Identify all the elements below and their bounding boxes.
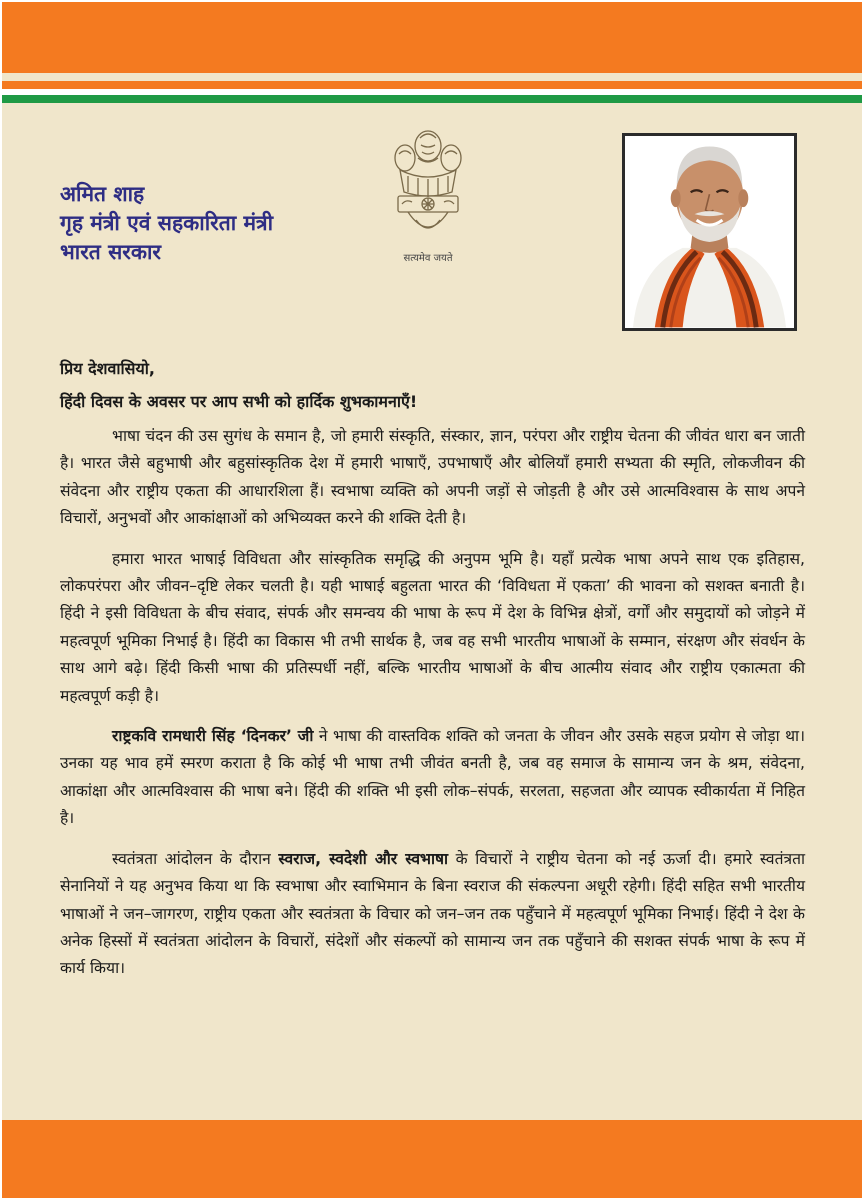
paragraph-3-bold: राष्ट्रकवि रामधारी सिंह ‘दिनकर’ जी [112,727,314,746]
letter-body [60,357,805,996]
paragraph-4-bold: स्वराज, स्वदेशी और स्वभाषा [278,849,449,868]
letter-salutation: प्रिय देशवासियो, [60,359,155,378]
paragraph-1: भाषा चंदन की उस सुगंध के समान है, जो हमारी संस्कृति, संस्कार, ज्ञान, परंपरा और राष्ट्रीय चेतना की जीवंत धारा बन जाती है। भारत जैसे बहुभाषी और बहुसांस्कृतिक देश में हमारी भाषाएँ, उपभाषाएँ और बोलियाँ हमारी सभ्यता की स्मृति, लोकजीवन की संवेदना और राष्ट्रीय एकता की आधारशिला हैं। स्वभाषा व्यक्ति को अपनी जड़ों से जोड़ती है और उसे आत्मविश्वास के साथ अपने विचारों, अनुभवों और आकांक्षाओं को अभिव्यक्त करने की शक्ति देती है। [60,427,805,528]
paragraph-2: हमारा भारत भाषाई विविधता और सांस्कृतिक समृद्धि की अनुपम भूमि है। यहाँ प्रत्येक भाषा अपने साथ एक इतिहास, लोकपरंपरा और जीवन–दृष्टि लेकर चलती है। यही भाषाई बहुलता भारत की ‘विविधता में एकता’ की भावना को सशक्त बनाती है। हिंदी ने इसी विविधता के बीच संवाद, संपर्क और समन्वय की भाषा के रूप में देश के विभिन्न क्षेत्रों, वर्गों और समुदायों को जोड़ने में महत्वपूर्ण भूमिका निभाई है। हिंदी का विकास भी तभी सार्थक है, जब वह सभी भारतीय भाषाओं के सम्मान, संरक्षण और संवर्धन के साथ आगे बढ़े। हिंदी किसी भाषा की प्रतिस्पर्धी नहीं, बल्कि भारतीय भाषाओं के बीच आत्मीय संवाद और राष्ट्रीय एकात्मता की महत्वपूर्ण कड़ी है। [60,549,805,705]
emblem-motto: सत्यमेव जयते [403,253,453,264]
sender-block [60,180,273,267]
portrait-photo [622,133,797,331]
paragraph-4-text: के विचारों ने राष्ट्रीय चेतना को नई ऊर्जा दी। हमारे स्वतंत्रता सेनानियों ने यह अनुभव किया था कि स्वभाषा और स्वाभिमान के बिना स्वराज की संकल्पना अधूरी रहेगी। हिंदी सहित सभी भारतीय भाषाओं ने जन–जागरण, राष्ट्रीय एकता और स्वतंत्रता के विचार को जन–जन तक पहुँचाने में महत्वपूर्ण भूमिका निभाई। हिंदी ने देश के अनेक हिस्सों में स्वतंत्रता आंदोलन के विचारों, संदेशों और संकल्पों को सामान्य जन तक पहुँचाने की सशक्त संपर्क भाषा के रूप में कार्य किया। [60,849,805,978]
paragraph-3 [60,723,805,833]
sender-organisation: भारत सरकार [60,240,162,264]
letter-greeting: हिंदी दिवस के अवसर पर आप सभी को हार्दिक शुभकामनाएँ! [60,392,418,411]
top-saffron-band [2,2,862,73]
paragraph-4-start: स्वतंत्रता आंदोलन के दौरान [112,849,279,868]
portrait-illustration [625,136,794,328]
paragraph-3-text: ने भाषा की वास्तविक शक्ति को जनता के जीवन और उसके सहज प्रयोग से जोड़ा था। उनका यह भाव हमें स्मरण कराता है कि कोई भी भाषा तभी जीवंत बनती है, जब वह समाज के सामान्य जन के श्रम, संवेदना, आकांक्षा और आत्मविश्वास की भाषा बने। हिंदी की शक्ति भी इसी लोक–संपर्क, सरलता, सहजता और व्यापक स्वीकार्यता में निहित है। [60,727,805,828]
tricolor-stripe-saffron [2,81,862,89]
bottom-saffron-band [2,1120,862,1198]
sender-designation: गृह मंत्री एवं सहकारिता मंत्री [60,211,274,235]
sender-name: अमित शाह [60,182,145,206]
tricolor-stripe-green [2,95,862,103]
letter-page [2,2,862,1198]
paragraph-4 [60,846,805,983]
national-emblem-icon [378,118,478,268]
